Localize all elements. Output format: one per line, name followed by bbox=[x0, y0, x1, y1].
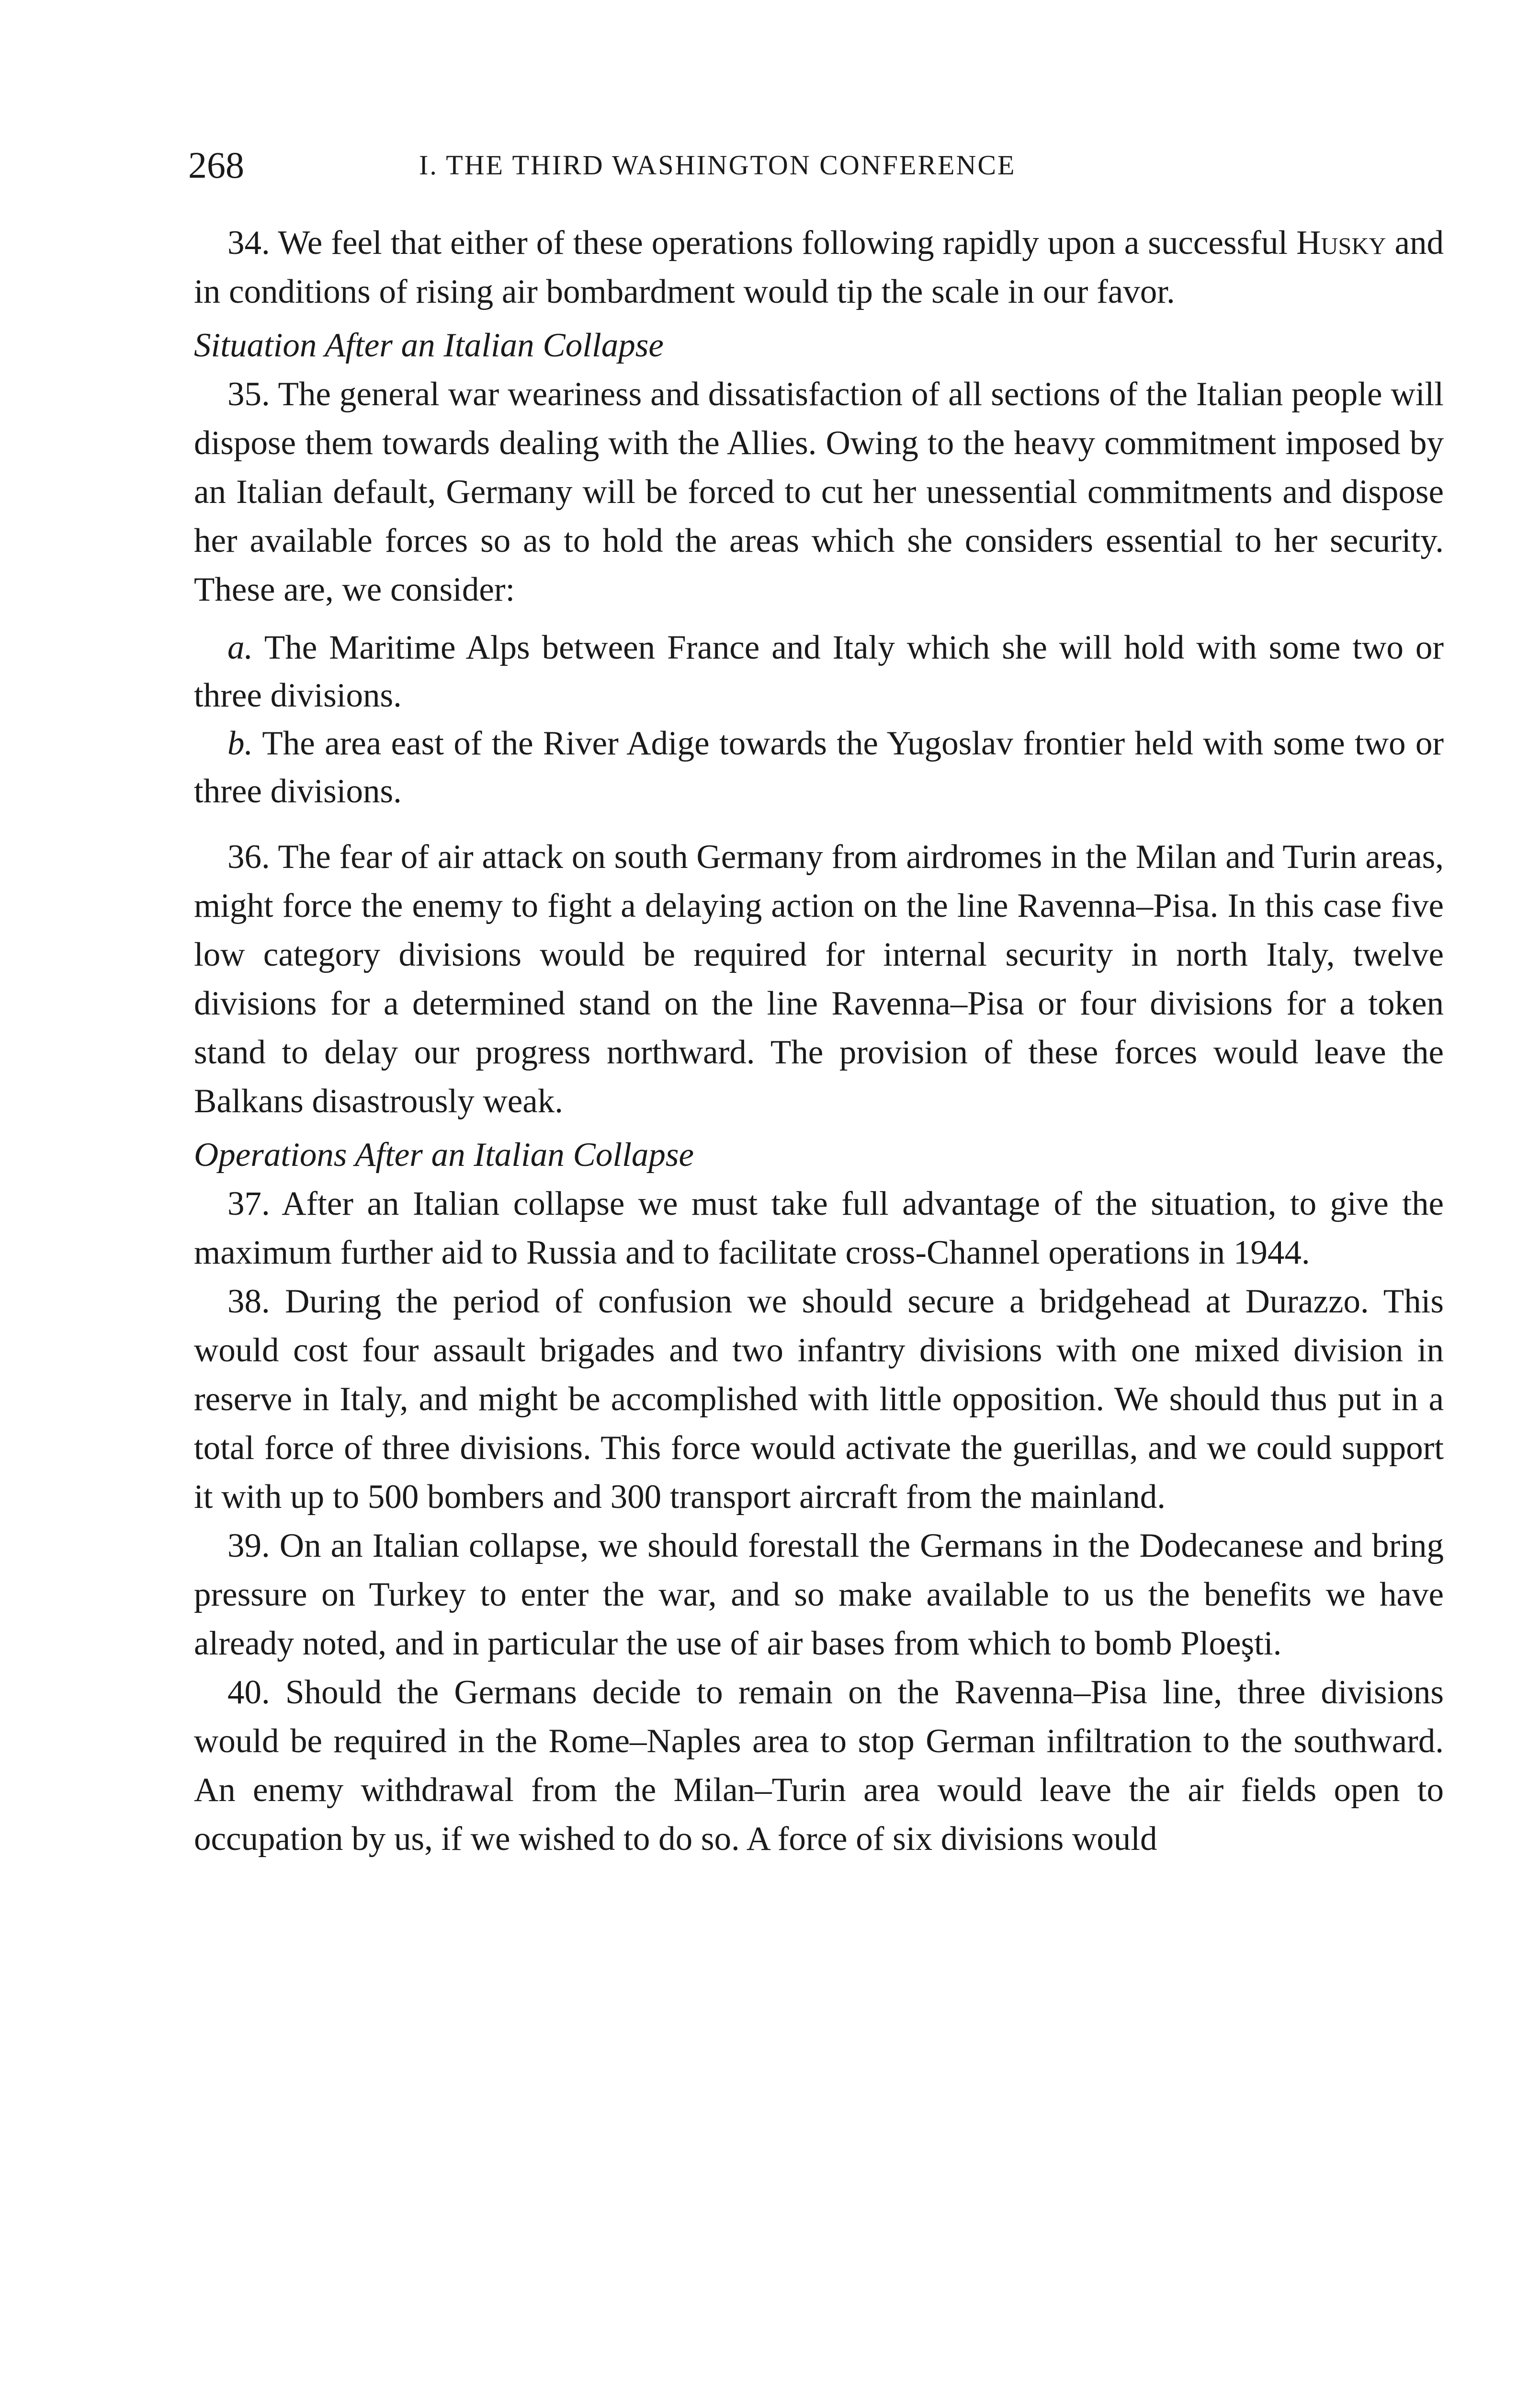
paragraph-38: 38. During the period of confusion we should secure a bridgehead at Durazzo. This would cost four assault brigades and two infantry divisions with one mixed division in reserve in Italy, and might be accomplished with little opposition. We should thus put in a total force of three divisions. This force would activate the guerillas, and we could support it with up to 500 bombers and 300 transport aircraft from the mainland. bbox=[194, 1283, 1444, 1516]
paragraph-39: 39. On an Italian collapse, we should forestall the Germans in the Dodecanese and bring pressure on Turkey to enter the war, and so make available to us the benefits we have already noted, and in particular the use of air bases from which to bomb Ploeşti. bbox=[194, 1527, 1444, 1662]
paragraph-36: 36. The fear of air attack on south Germany from airdromes in the Milan and Turin areas, might force the enemy to fight a delaying action on the line Ravenna–Pisa. In this case five low category divisions would be required for internal security in north Italy, twelve divisions for a determined stand on the line Ravenna–Pisa or four divisions for a token stand to delay our progress northward. The provision of these forces would leave the Balkans disastrously weak. bbox=[194, 838, 1444, 1120]
enumerated-list bbox=[194, 624, 1444, 815]
paragraph-37: 37. After an Italian collapse we must take full advantage of the situation, to give the maximum further aid to Russia and to facilitate cross-Channel operations in 1944. bbox=[194, 1185, 1444, 1271]
page-number: 268 bbox=[188, 144, 244, 186]
document-page bbox=[188, 139, 1444, 1863]
running-title: I. THE THIRD WASHINGTON CONFERENCE bbox=[419, 149, 1016, 181]
section-heading-operations: Operations After an Italian Collapse bbox=[194, 1136, 694, 1174]
paragraph-35: 35. The general war weariness and dissatisfaction of all sections of the Italian people will dispose them towards dealing with the Allies. Owing to the heavy commitment imposed by an Italian default, Germany will be forced to cut her unessential commitments and dispose her available forces so as to hold the areas which she considers essential to her security. These are, we consider: bbox=[194, 376, 1444, 608]
running-head bbox=[188, 139, 1444, 192]
list-item-a bbox=[194, 624, 1444, 719]
list-item-b bbox=[194, 719, 1444, 815]
paragraph-40: 40. Should the Germans decide to remain on the Ravenna–Pisa line, three divisions would be required in the Rome–Naples area to stop German infiltration to the southward. An enemy withdrawal from the Milan–Turin area would leave the air fields open to occupation by us, if we wished to do so. A force of six divisions would bbox=[194, 1674, 1444, 1858]
list-item-a-label: a. bbox=[227, 629, 253, 666]
paragraph-34 bbox=[194, 218, 1444, 316]
operation-codeword: Husky bbox=[1296, 224, 1386, 262]
spacer bbox=[194, 815, 1444, 833]
list-item-a-text: The Maritime Alps between France and Italy which she will hold with some two or three divisions. bbox=[194, 629, 1444, 714]
paragraph-34-start: 34. We feel that either of these operations following rapidly upon a successful bbox=[227, 224, 1297, 262]
paragraph-34-end: and in conditions of rising air bombardment would tip the scale in our favor. bbox=[194, 224, 1444, 310]
section-heading-situation: Situation After an Italian Collapse bbox=[194, 327, 664, 364]
list-item-b-text: The area east of the River Adige towards the Yugoslav frontier held with some two or three divisions. bbox=[194, 725, 1444, 810]
list-item-b-label: b. bbox=[227, 725, 253, 762]
